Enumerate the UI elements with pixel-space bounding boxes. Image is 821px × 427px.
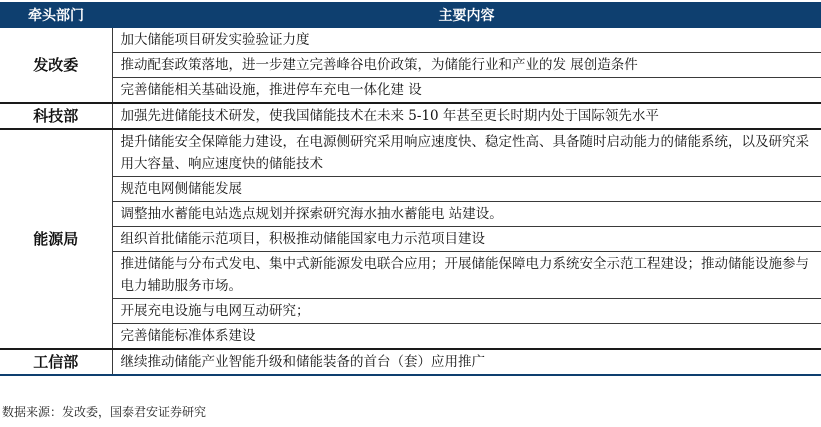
table-row [0,53,821,78]
content-cell: 调整抽水蓄能电站选点规划并探索研究海水抽水蓄能电 站建设。 [112,202,821,227]
dept-cell-nea: 能源局 [0,129,112,349]
dept-cell-most: 科技部 [0,103,112,129]
dept-cell-ndrc: 发改委 [0,28,112,103]
content-cell: 推进储能与分布式发电、集中式新能源发电联合应用；开展储能保障电力系统安全示范工程建设；推动储能设施参与电力辅助服务市场。 [112,252,821,299]
header-content: 主要内容 [112,2,821,28]
table-row [0,78,821,104]
content-cell: 规范电网侧储能发展 [112,177,821,202]
content-cell: 开展充电设施与电网互动研究； [112,299,821,324]
table-row [0,103,821,129]
content-cell: 加强先进储能技术研发，使我国储能技术在未来 5-10 年甚至更长时期内处于国际领先水平 [112,103,821,129]
table-row [0,202,821,227]
table-header-row [0,2,821,28]
table-row [0,324,821,350]
table-row [0,129,821,177]
header-dept: 牵头部门 [0,2,112,28]
table-row [0,28,821,53]
content-cell: 组织首批储能示范项目，积极推动储能国家电力示范项目建设 [112,227,821,252]
content-cell: 提升储能安全保障能力建设，在电源侧研究采用响应速度快、稳定性高、具备随时启动能力的储能系统，以及研究采用大容量、响应速度快的储能技术 [112,129,821,177]
content-cell: 继续推动储能产业智能升级和储能装备的首台（套）应用推广 [112,349,821,375]
content-cell: 加大储能项目研发实验验证力度 [112,28,821,53]
table-row [0,252,821,299]
table-row [0,227,821,252]
table-row [0,177,821,202]
content-cell: 完善储能标准体系建设 [112,324,821,350]
policy-table [0,2,821,376]
table-row [0,349,821,375]
content-cell: 推动配套政策落地，进一步建立完善峰谷电价政策，为储能行业和产业的发 展创造条件 [112,53,821,78]
table-row [0,299,821,324]
dept-cell-miit: 工信部 [0,349,112,375]
source-note: 数据来源：发改委，国泰君安证券研究 [2,405,207,419]
content-cell: 完善储能相关基础设施，推进停车充电一体化建 设 [112,78,821,104]
